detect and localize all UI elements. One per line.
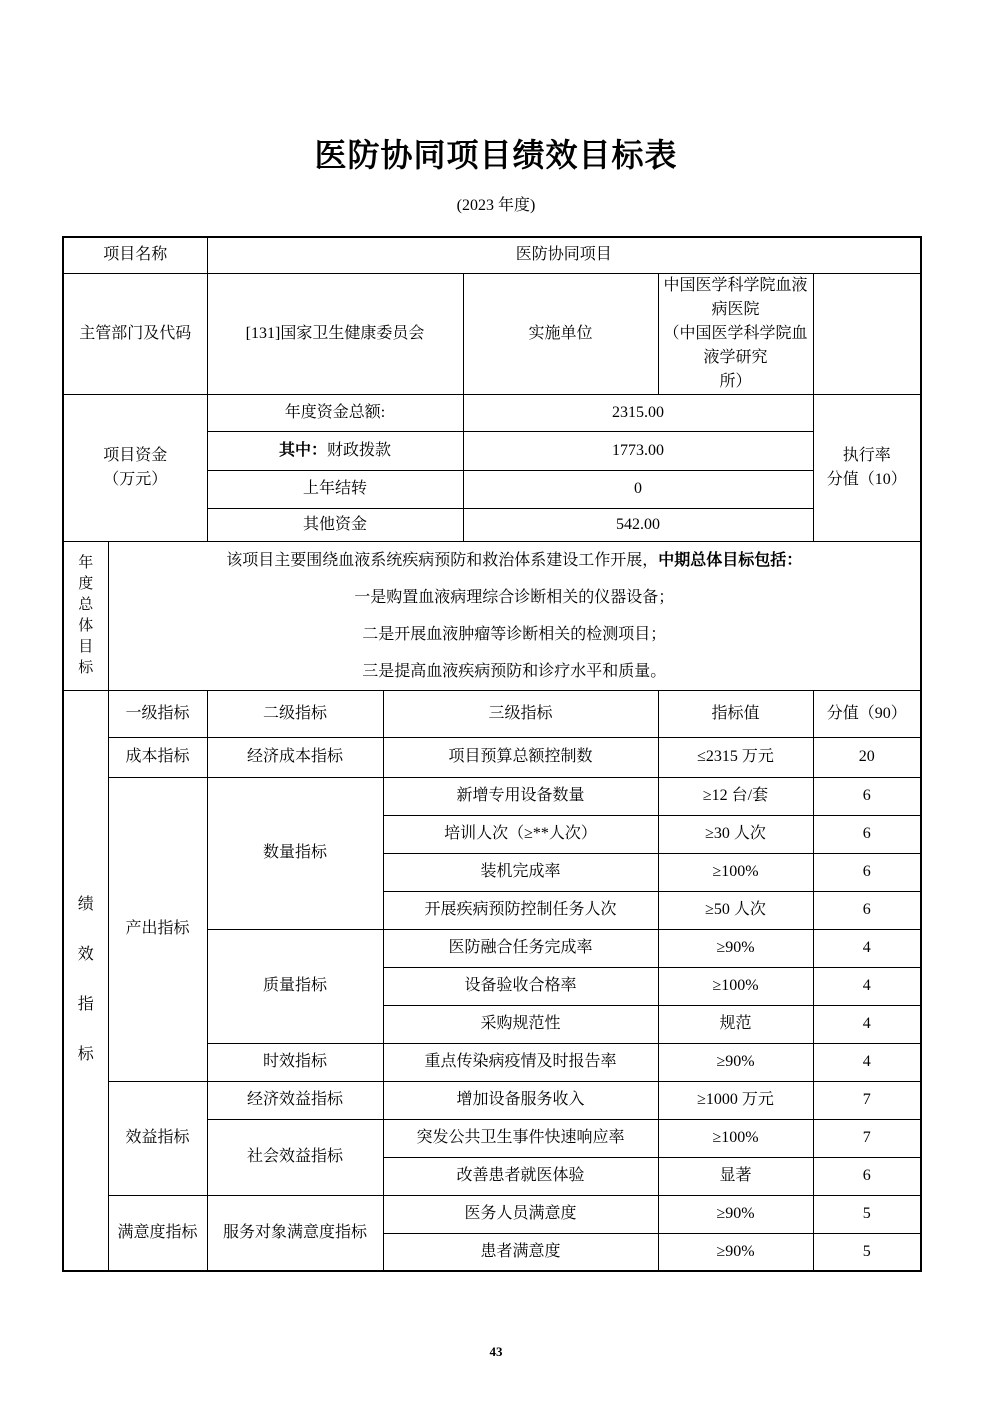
annual-goal-text bbox=[108, 541, 921, 690]
page-number: 43 bbox=[489, 1344, 503, 1359]
vertical-char: 指 bbox=[77, 996, 94, 1014]
indicator-score-cell: 20 bbox=[813, 737, 921, 777]
execution-rate-score-label bbox=[813, 394, 921, 541]
level3-indicator-cell: 装机完成率 bbox=[383, 853, 658, 891]
vertical-char: 年 bbox=[78, 554, 94, 571]
indicator-score-cell: 5 bbox=[813, 1195, 921, 1233]
funding-total-label: 年度资金总额: bbox=[207, 394, 463, 431]
indicator-target-cell: ≥30 人次 bbox=[658, 815, 813, 853]
goal-item-1: 一是购置血液病理综合诊断相关的仪器设备； bbox=[354, 588, 675, 606]
level1-indicator-cell: 成本指标 bbox=[108, 737, 207, 777]
indicator-score-cell: 7 bbox=[813, 1081, 921, 1119]
indicator-row bbox=[63, 1081, 921, 1119]
header-score: 分值（90） bbox=[813, 690, 921, 737]
level2-indicator-cell: 数量指标 bbox=[207, 777, 383, 929]
page-subtitle: (2023 年度) bbox=[456, 197, 536, 215]
vertical-char: 标 bbox=[77, 1046, 94, 1064]
indicator-target-cell: ≥90% bbox=[658, 929, 813, 967]
header-level3: 三级指标 bbox=[383, 690, 658, 737]
text-line: （中国医学科学院血液学研究 bbox=[663, 324, 808, 366]
project-name-label: 项目名称 bbox=[63, 237, 207, 273]
funding-carryover-label: 上年结转 bbox=[207, 470, 463, 508]
funding-section-label bbox=[63, 394, 207, 541]
annual-goal-side-label bbox=[63, 541, 108, 690]
indicator-target-cell: 显著 bbox=[658, 1157, 813, 1195]
indicator-target-cell: ≥100% bbox=[658, 967, 813, 1005]
indicator-target-cell: ≥90% bbox=[658, 1233, 813, 1271]
indicator-score-cell: 7 bbox=[813, 1119, 921, 1157]
level3-indicator-cell: 改善患者就医体验 bbox=[383, 1157, 658, 1195]
performance-target-table bbox=[62, 236, 922, 1272]
funding-row-total bbox=[63, 394, 921, 431]
annual-goal-row bbox=[63, 541, 921, 690]
vertical-char: 目 bbox=[78, 638, 94, 655]
funding-other-value: 542.00 bbox=[463, 508, 813, 541]
funding-fiscal-prefix: 其中： bbox=[279, 441, 328, 459]
goal-item-2: 二是开展血液肿瘤等诊断相关的检测项目； bbox=[362, 625, 667, 643]
indicator-target-cell: ≥1000 万元 bbox=[658, 1081, 813, 1119]
project-name-value: 医防协同项目 bbox=[207, 237, 921, 273]
level2-indicator-cell: 时效指标 bbox=[207, 1043, 383, 1081]
implementing-unit-value bbox=[658, 273, 813, 394]
funding-other-label: 其他资金 bbox=[207, 508, 463, 541]
funding-fiscal-label bbox=[207, 431, 463, 470]
level2-indicator-cell: 经济成本指标 bbox=[207, 737, 383, 777]
annual-goal-vertical-text bbox=[64, 553, 108, 679]
implementing-unit-label: 实施单位 bbox=[463, 273, 658, 394]
funding-fiscal-text: 财政拨款 bbox=[327, 441, 392, 459]
indicator-vertical-text bbox=[64, 880, 108, 1080]
header-level2: 二级指标 bbox=[207, 690, 383, 737]
indicator-score-cell: 4 bbox=[813, 1005, 921, 1043]
level1-indicator-cell: 效益指标 bbox=[108, 1081, 207, 1195]
indicator-score-cell: 6 bbox=[813, 815, 921, 853]
department-label: 主管部门及代码 bbox=[63, 273, 207, 394]
level3-indicator-cell: 患者满意度 bbox=[383, 1233, 658, 1271]
level3-indicator-cell: 采购规范性 bbox=[383, 1005, 658, 1043]
indicator-side-label bbox=[63, 690, 108, 1271]
level3-indicator-cell: 医防融合任务完成率 bbox=[383, 929, 658, 967]
text-line: 中国医学科学院血液病医院 bbox=[663, 276, 808, 318]
text-line: 所） bbox=[719, 372, 752, 390]
indicator-target-cell: ≥100% bbox=[658, 1119, 813, 1157]
indicator-score-cell: 6 bbox=[813, 1157, 921, 1195]
indicator-score-cell: 6 bbox=[813, 891, 921, 929]
vertical-char: 体 bbox=[78, 617, 94, 634]
project-name-row bbox=[63, 237, 921, 273]
level1-indicator-cell: 产出指标 bbox=[108, 777, 207, 1081]
indicator-score-cell: 4 bbox=[813, 1043, 921, 1081]
funding-fiscal-value: 1773.00 bbox=[463, 431, 813, 470]
text-line: （万元） bbox=[103, 470, 168, 488]
funding-total-value: 2315.00 bbox=[463, 394, 813, 431]
level1-indicator-cell: 满意度指标 bbox=[108, 1195, 207, 1271]
level2-indicator-cell: 经济效益指标 bbox=[207, 1081, 383, 1119]
indicator-target-cell: ≤2315 万元 bbox=[658, 737, 813, 777]
level3-indicator-cell: 设备验收合格率 bbox=[383, 967, 658, 1005]
vertical-char: 标 bbox=[78, 659, 94, 676]
goal-intro-line bbox=[109, 542, 921, 579]
indicator-target-cell: ≥100% bbox=[658, 853, 813, 891]
indicator-target-cell: ≥12 台/套 bbox=[658, 777, 813, 815]
indicator-score-cell: 4 bbox=[813, 929, 921, 967]
text-line: 分值（10） bbox=[826, 470, 907, 488]
level3-indicator-cell: 医务人员满意度 bbox=[383, 1195, 658, 1233]
goal-item-3: 三是提高血液疾病预防和诊疗水平和质量。 bbox=[362, 662, 667, 680]
text-line: 项目资金 bbox=[103, 446, 168, 464]
vertical-char: 总 bbox=[78, 596, 94, 613]
level3-indicator-cell: 培训人次（≥**人次） bbox=[383, 815, 658, 853]
level3-indicator-cell: 开展疾病预防控制任务人次 bbox=[383, 891, 658, 929]
indicator-score-cell: 4 bbox=[813, 967, 921, 1005]
department-value: [131]国家卫生健康委员会 bbox=[207, 273, 463, 394]
header-level1: 一级指标 bbox=[108, 690, 207, 737]
page-title: 医防协同项目绩效目标表 bbox=[314, 137, 678, 173]
indicator-score-cell: 5 bbox=[813, 1233, 921, 1271]
department-row bbox=[63, 273, 921, 394]
level3-indicator-cell: 增加设备服务收入 bbox=[383, 1081, 658, 1119]
level3-indicator-cell: 新增专用设备数量 bbox=[383, 777, 658, 815]
indicator-target-cell: ≥90% bbox=[658, 1195, 813, 1233]
level2-indicator-cell: 质量指标 bbox=[207, 929, 383, 1043]
funding-carryover-value: 0 bbox=[463, 470, 813, 508]
level2-indicator-cell: 服务对象满意度指标 bbox=[207, 1195, 383, 1271]
indicator-header-row bbox=[63, 690, 921, 737]
header-target: 指标值 bbox=[658, 690, 813, 737]
goal-intro-text: 该项目主要围绕血液系统疾病预防和救治体系建设工作开展， bbox=[226, 551, 659, 569]
level3-indicator-cell: 项目预算总额控制数 bbox=[383, 737, 658, 777]
indicator-row bbox=[63, 777, 921, 815]
level3-indicator-cell: 重点传染病疫情及时报告率 bbox=[383, 1043, 658, 1081]
level2-indicator-cell: 社会效益指标 bbox=[207, 1119, 383, 1195]
indicator-target-cell: ≥90% bbox=[658, 1043, 813, 1081]
vertical-char: 效 bbox=[77, 946, 94, 964]
indicator-score-cell: 6 bbox=[813, 853, 921, 891]
indicator-row bbox=[63, 1195, 921, 1233]
indicator-row bbox=[63, 737, 921, 777]
indicator-target-cell: ≥50 人次 bbox=[658, 891, 813, 929]
vertical-char: 度 bbox=[78, 575, 94, 592]
level3-indicator-cell: 突发公共卫生事件快速响应率 bbox=[383, 1119, 658, 1157]
goal-intro-bold: 中期总体目标包括： bbox=[658, 551, 803, 569]
vertical-char: 绩 bbox=[77, 896, 94, 914]
text-line: 执行率 bbox=[842, 446, 891, 464]
indicator-score-cell: 6 bbox=[813, 777, 921, 815]
indicator-target-cell: 规范 bbox=[658, 1005, 813, 1043]
